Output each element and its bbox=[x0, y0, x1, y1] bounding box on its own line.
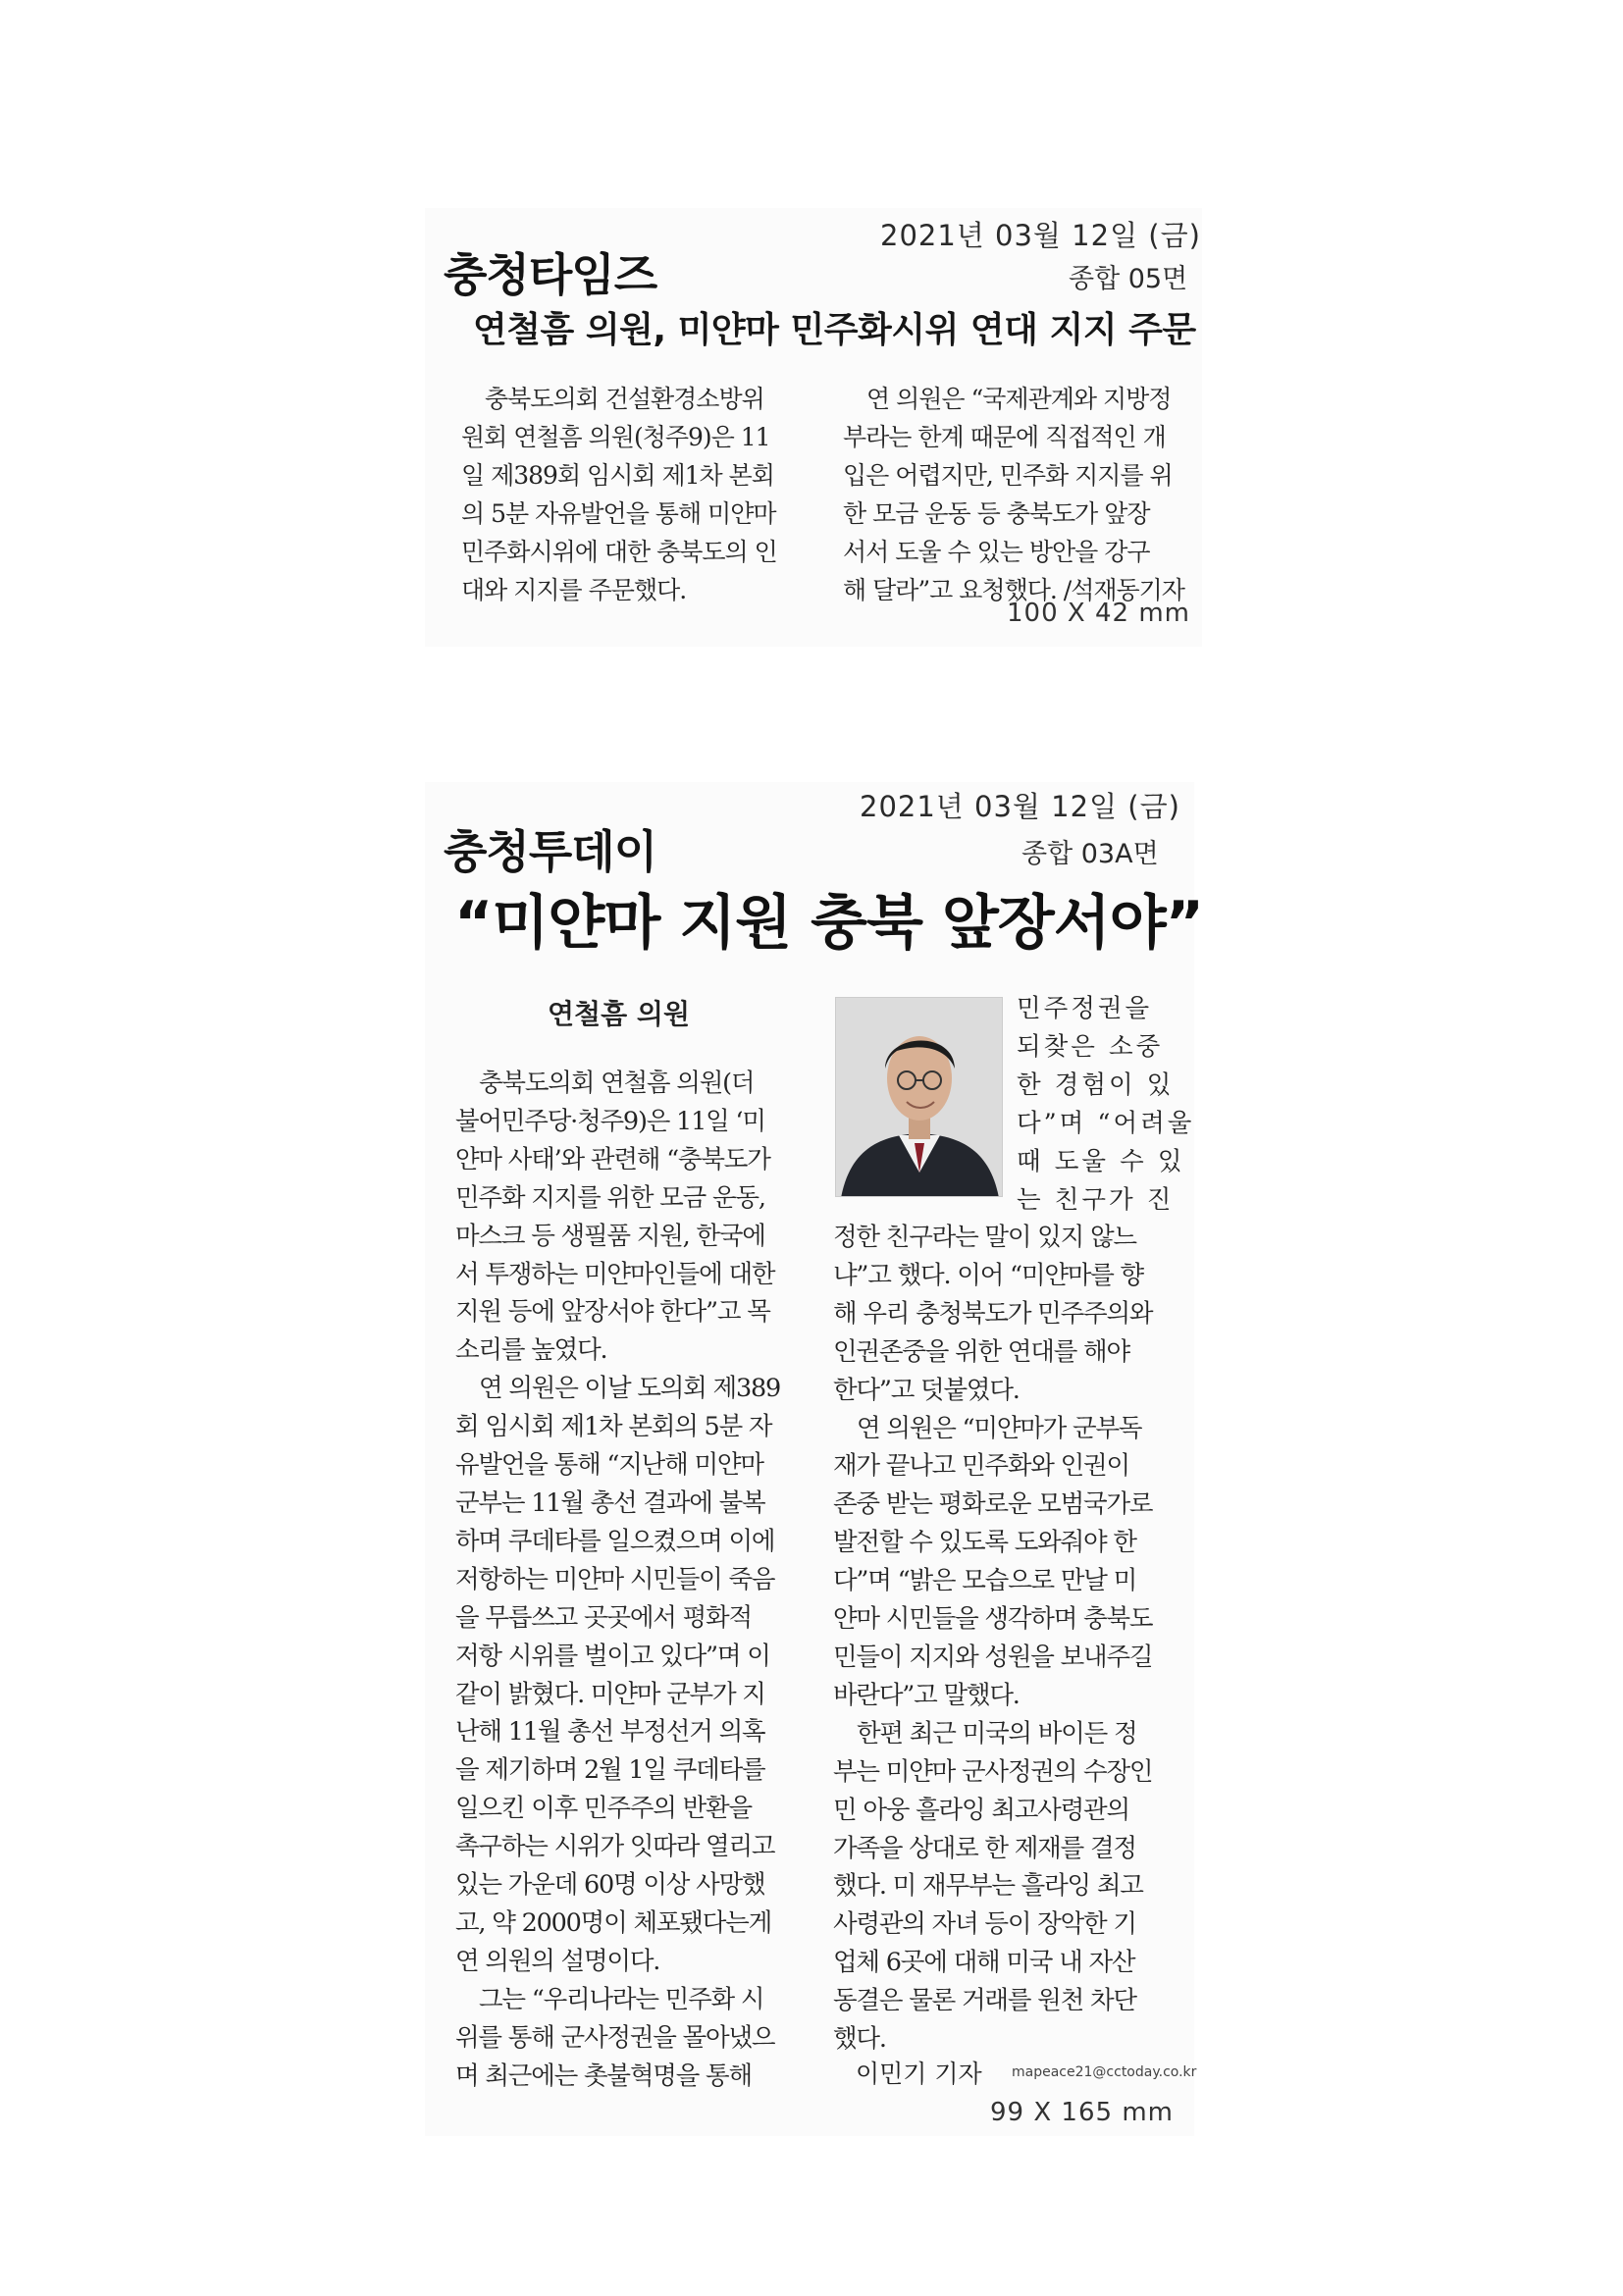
body-line: 대와 지지를 주문했다. bbox=[461, 576, 687, 604]
body-line: 해 우리 충청북도가 민주주의와 bbox=[833, 1298, 1153, 1329]
body-line: 있는 가운데 60명 이상 사망했 bbox=[455, 1870, 765, 1901]
body-line: 민주화시위에 대한 충북도의 인 bbox=[461, 538, 777, 566]
article1-headline: 연철흠 의원, 미얀마 민주화시위 연대 지지 주문 bbox=[473, 310, 1196, 350]
body-line: 충북도의회 건설환경소방위 bbox=[485, 385, 764, 413]
body-line: 유발언을 통해 “지난해 미얀마 bbox=[455, 1450, 763, 1481]
body-line: 서서 도울 수 있는 방안을 강구 bbox=[843, 538, 1150, 566]
body-line: 지원 등에 앞장서야 한다”고 목 bbox=[455, 1297, 770, 1328]
article2-email: mapeace21@cctoday.co.kr bbox=[1012, 2064, 1197, 2080]
body-line: 가족을 상대로 한 제재를 결정 bbox=[833, 1833, 1136, 1863]
body-line: 을 무릅쓰고 곳곳에서 평화적 bbox=[455, 1602, 752, 1633]
body-line: 인권존중을 위한 연대를 해야 bbox=[833, 1336, 1129, 1367]
body-line: 정한 친구라는 말이 있지 않느 bbox=[833, 1223, 1136, 1252]
body-line: 바란다”고 말했다. bbox=[833, 1680, 1020, 1710]
body-line: 다”며 “어려울 bbox=[1017, 1108, 1195, 1138]
body-line: 민들이 지지와 성원을 보내주길 bbox=[833, 1642, 1153, 1672]
body-line: 군부는 11월 총선 결과에 불복 bbox=[455, 1487, 765, 1518]
person-portrait-icon bbox=[836, 998, 1003, 1197]
body-line: 의 5분 자유발언을 통해 미얀마 bbox=[461, 499, 776, 528]
body-line: 재가 끝나고 민주화와 인권이 bbox=[833, 1451, 1129, 1482]
body-line: 마스크 등 생필품 지원, 한국에 bbox=[455, 1221, 765, 1251]
body-line: 연 의원의 설명이다. bbox=[455, 1946, 660, 1976]
body-line: 업체 6곳에 대해 미국 내 자산 bbox=[833, 1948, 1135, 1978]
body-line: 불어민주당·청주9)은 11일 ‘미 bbox=[455, 1106, 765, 1136]
article2-byline: 이민기 기자 bbox=[856, 2060, 982, 2088]
body-line: 사령관의 자녀 등이 장악한 기 bbox=[833, 1909, 1136, 1940]
body-line: 한 경험이 있 bbox=[1017, 1070, 1175, 1100]
article2-headline: “미얀마 지원 충북 앞장서야” bbox=[454, 889, 1204, 958]
body-line: 고, 약 2000명이 체포됐다는게 bbox=[455, 1907, 772, 1938]
article2-date: 2021년 03월 12일 (금) bbox=[860, 790, 1180, 823]
body-line: 회 임시회 제1차 본회의 5분 자 bbox=[455, 1412, 772, 1442]
body-line: 한 모금 운동 등 충북도가 앞장 bbox=[843, 499, 1150, 528]
body-line: 민주화 지지를 위한 모금 운동, bbox=[455, 1182, 765, 1213]
body-line: 얀마 시민들을 생각하며 충북도 bbox=[833, 1604, 1153, 1635]
body-line: 원회 연철흠 의원(청주9)은 11 bbox=[461, 423, 770, 451]
body-line: 하며 쿠데타를 일으켰으며 이에 bbox=[455, 1526, 775, 1556]
body-line: 일 제389회 임시회 제1차 본회 bbox=[461, 461, 774, 490]
body-line: 저항 시위를 벌이고 있다”며 이 bbox=[455, 1641, 770, 1671]
body-line: 때 도울 수 있 bbox=[1017, 1146, 1185, 1176]
article2-body-right bbox=[833, 1219, 1152, 2059]
body-line: 부는 미얀마 군사정권의 수장인 bbox=[833, 1756, 1153, 1787]
body-line: 저항하는 미얀마 시민들이 죽음 bbox=[455, 1564, 775, 1594]
body-line: 서 투쟁하는 미얀마인들에 대한 bbox=[455, 1259, 775, 1289]
reporter-photo bbox=[835, 997, 1003, 1197]
body-line: 냐”고 했다. 이어 “미얀마를 향 bbox=[833, 1260, 1143, 1290]
body-line: 얀마 사태’와 관련해 “충북도가 bbox=[455, 1144, 770, 1174]
body-line: 부라는 한계 때문에 직접적인 개 bbox=[843, 423, 1166, 451]
body-line: 동결은 물론 거래를 원천 차단 bbox=[833, 1986, 1136, 2016]
body-line: 입은 어렵지만, 민주화 지지를 위 bbox=[843, 461, 1173, 490]
body-line: 존중 받는 평화로운 모범국가로 bbox=[833, 1489, 1153, 1520]
article2-body-left bbox=[455, 1065, 780, 2095]
article1-size: 100 X 42 mm bbox=[1007, 599, 1190, 628]
body-line: 며 최근에는 촛불혁명을 통해 bbox=[455, 2061, 752, 2091]
body-line: 다”며 “밝은 모습으로 만날 미 bbox=[833, 1566, 1137, 1596]
body-line: 그는 “우리나라는 민주화 시 bbox=[479, 1984, 764, 2014]
body-line: 연 의원은 “국제관계와 지방정 bbox=[866, 385, 1172, 413]
article2-size: 99 X 165 mm bbox=[990, 2098, 1174, 2127]
body-line: 했다. 미 재무부는 흘라잉 최고 bbox=[833, 1871, 1143, 1902]
body-line: 는 친구가 진 bbox=[1017, 1184, 1175, 1215]
body-line: 한다”고 덧붙였다. bbox=[833, 1375, 1020, 1405]
article2-masthead: 충청투데이 bbox=[444, 825, 657, 878]
article1-masthead: 충청타임즈 bbox=[444, 248, 657, 301]
article1-body-left bbox=[461, 380, 777, 609]
article2-body-right-top bbox=[1017, 990, 1194, 1219]
article2-section: 종합 03A면 bbox=[1021, 839, 1159, 869]
body-line: 민주정권을 bbox=[1017, 994, 1153, 1023]
body-line: 해 달라”고 요청했다. /석재동기자 bbox=[843, 576, 1184, 604]
body-line: 난해 11월 총선 부정선거 의혹 bbox=[455, 1717, 765, 1748]
body-line: 연 의원은 “미얀마가 군부독 bbox=[857, 1413, 1142, 1443]
body-line: 되찾은 소중 bbox=[1017, 1031, 1164, 1062]
body-line: 촉구하는 시위가 잇따라 열리고 bbox=[455, 1832, 775, 1862]
body-line: 을 제기하며 2월 1일 쿠데타를 bbox=[455, 1755, 765, 1786]
body-line: 소리를 높였다. bbox=[455, 1335, 607, 1366]
article1-body-right bbox=[843, 380, 1184, 609]
body-line: 민 아웅 흘라잉 최고사령관의 bbox=[833, 1795, 1129, 1825]
body-line: 충북도의회 연철흠 의원(더 bbox=[479, 1069, 755, 1098]
article1-section: 종합 05면 bbox=[1069, 264, 1188, 294]
body-line: 위를 통해 군사정권을 몰아냈으 bbox=[455, 2022, 775, 2053]
body-line: 연 의원은 이날 도의회 제389 bbox=[479, 1374, 781, 1404]
body-line: 발전할 수 있도록 도와줘야 한 bbox=[833, 1528, 1136, 1558]
body-line: 같이 밝혔다. 미얀마 군부가 지 bbox=[455, 1679, 765, 1709]
body-line: 일으킨 이후 민주주의 반환을 bbox=[455, 1794, 752, 1824]
body-line: 했다. bbox=[833, 2024, 886, 2055]
article1-date: 2021년 03월 12일 (금) bbox=[880, 219, 1201, 252]
body-line: 한편 최근 미국의 바이든 정 bbox=[857, 1718, 1137, 1748]
article2-subhead: 연철흠 의원 bbox=[548, 998, 690, 1030]
